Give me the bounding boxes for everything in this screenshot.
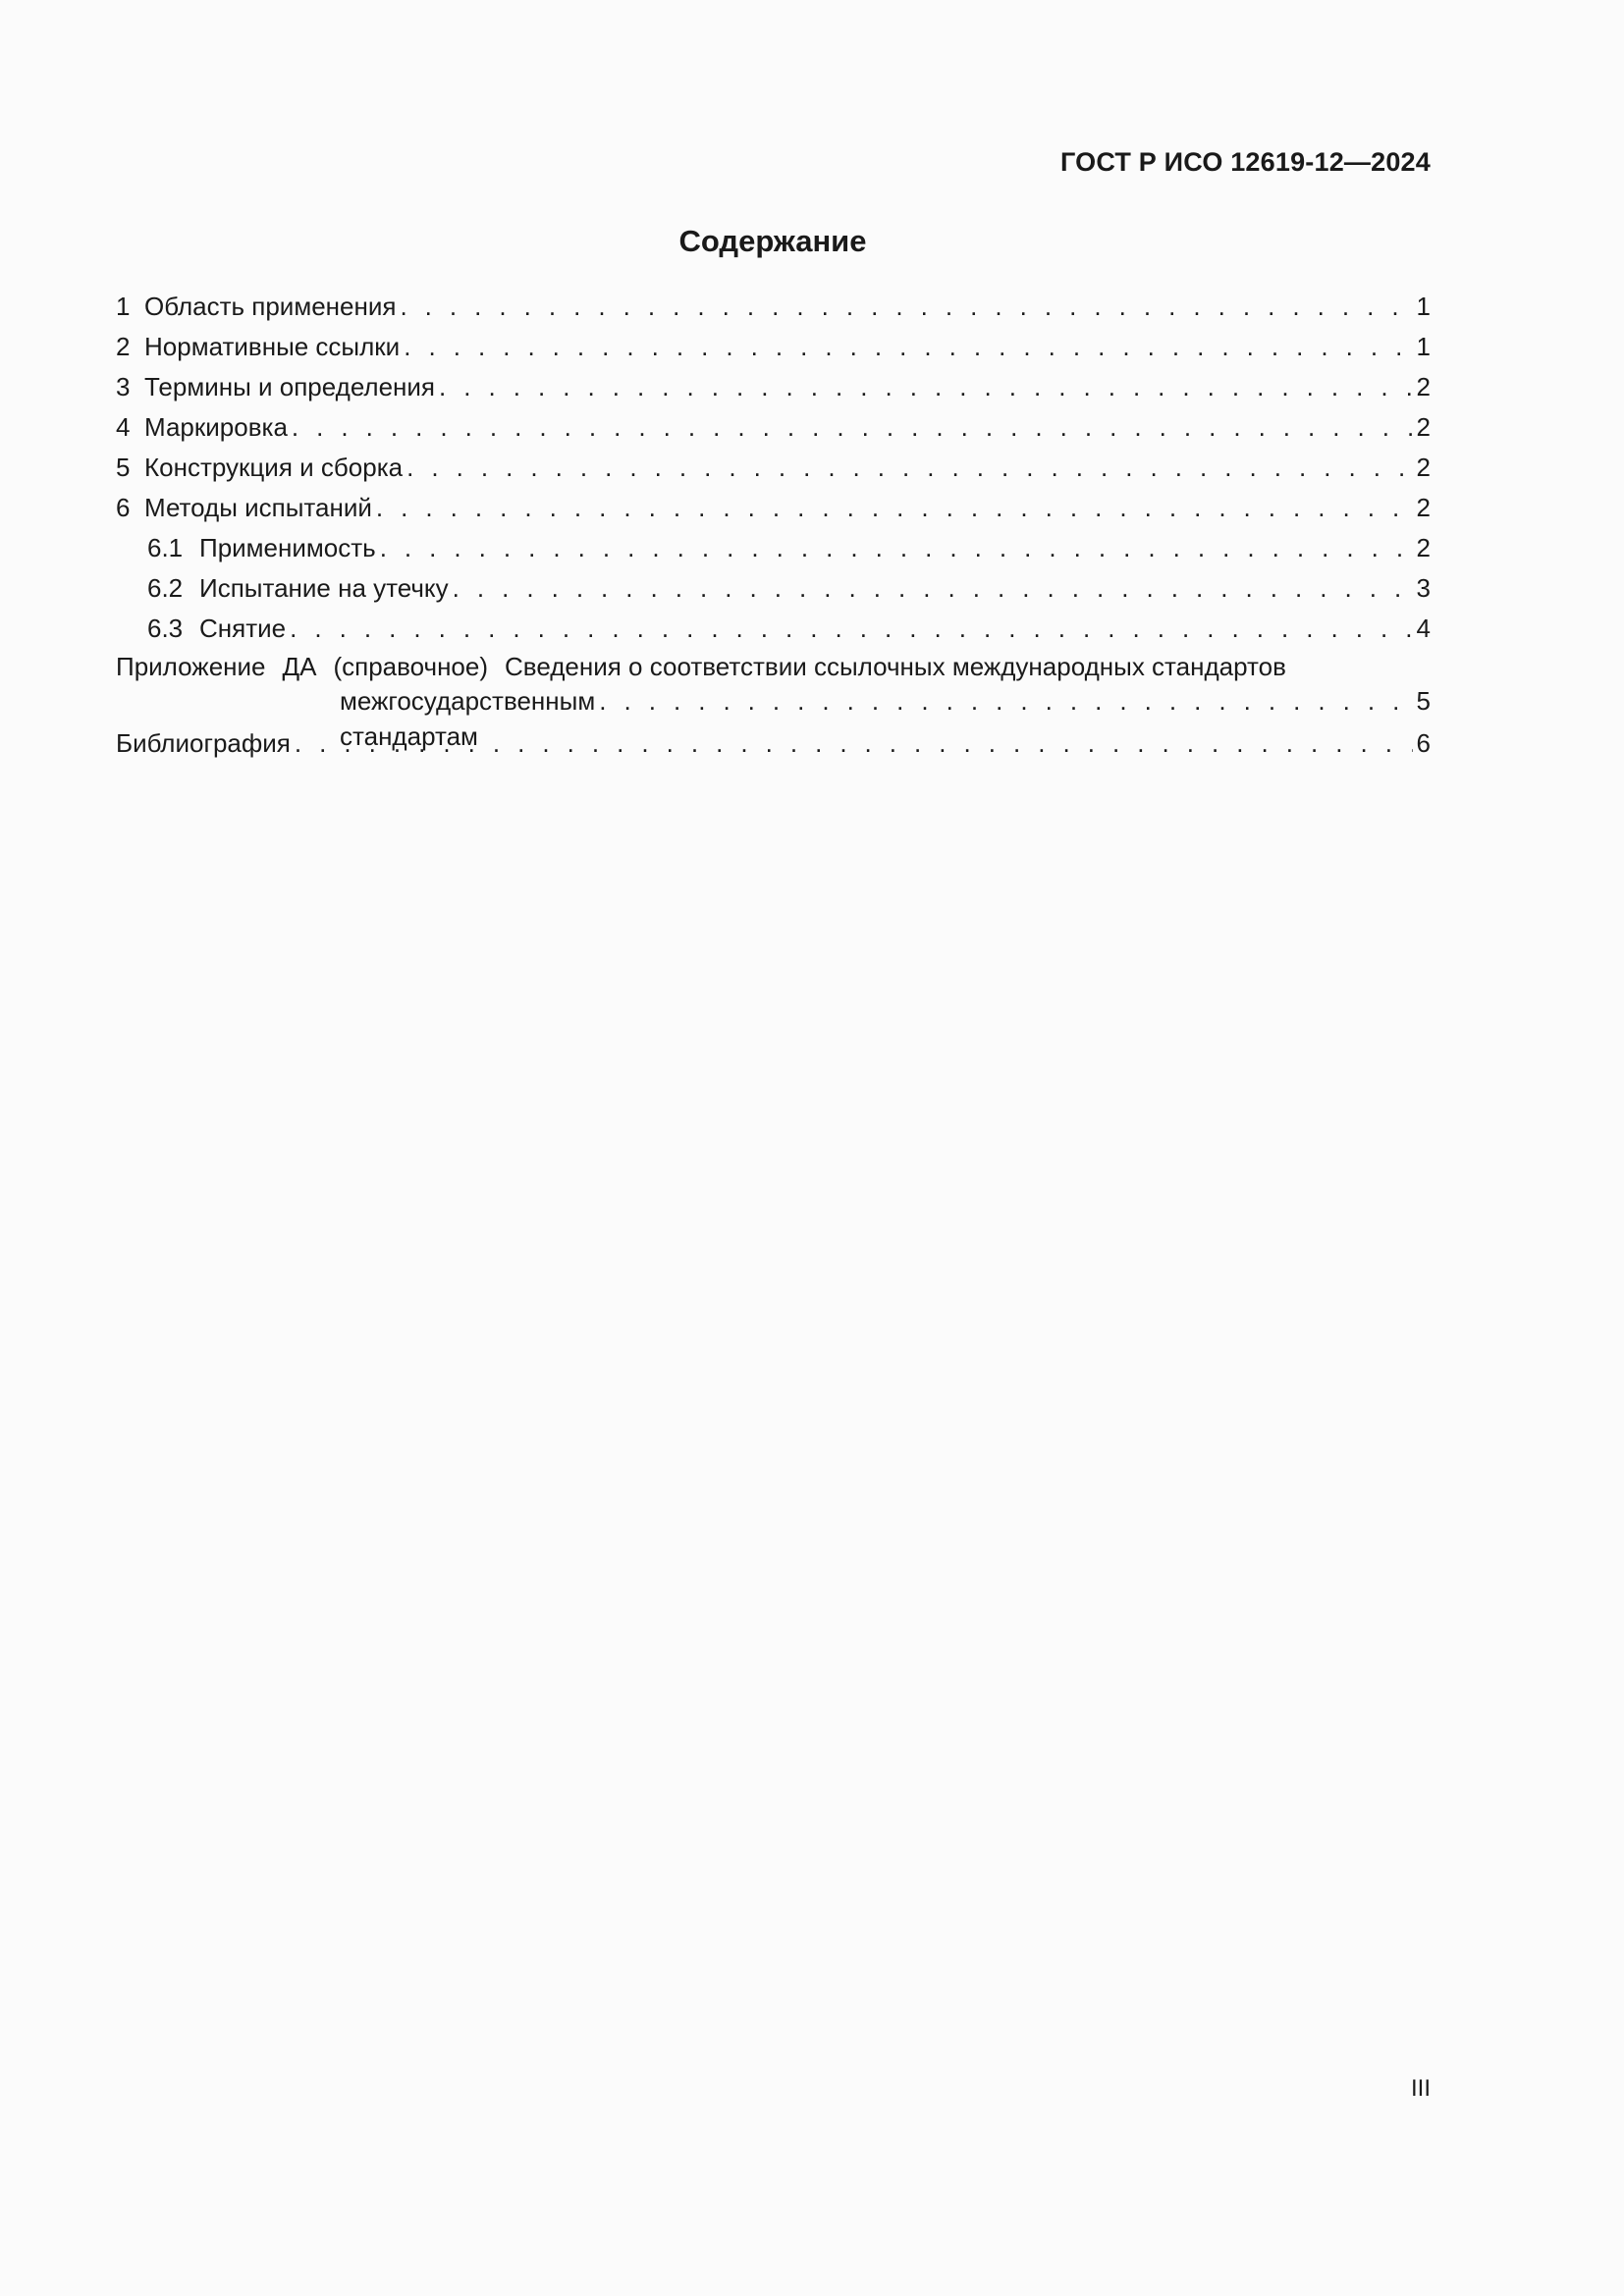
toc-item-page: 3 [1416,573,1431,603]
toc-item-page: 2 [1416,453,1431,482]
toc-bibliography[interactable] [116,723,1431,764]
toc-item-number: 6 [116,493,131,522]
toc-item-6-2[interactable] [116,568,1431,609]
toc-item-label: Конструкция и сборка [144,453,404,482]
toc-item-label: Испытание на утечку [199,573,449,603]
toc-item-1[interactable] [116,287,1431,327]
toc-item-label: Применимость [199,533,376,562]
toc-leader-dots [404,327,1412,367]
toc-item-page: 2 [1416,372,1431,401]
appendix-label: Приложение [116,652,266,681]
toc-item-page: 5 [1416,686,1431,716]
toc-title: Содержание [678,224,867,258]
appendix-title-line1: Сведения о соответствии ссылочных международных стандартов [505,652,1286,681]
toc-item-label: Маркировка [144,412,288,442]
toc-item-page: 2 [1416,533,1431,562]
toc-item-number: 6.1 [147,533,184,562]
toc-item-label: Нормативные ссылки [144,332,401,361]
toc-item-page: 1 [1416,332,1431,361]
toc-leader-dots [453,568,1413,609]
toc-leader-dots [406,448,1412,488]
toc-item-6[interactable] [116,488,1431,528]
toc-item-2[interactable] [116,327,1431,367]
page-number: III [1410,2075,1431,2102]
toc-item-page: 2 [1416,493,1431,522]
appendix-title-line2: межгосударственным стандартам [340,686,596,751]
appendix-type: (справочное) [333,652,489,681]
toc-leader-dots [400,287,1412,327]
appendix-code: ДА [282,652,317,681]
toc-item-6-1[interactable] [116,528,1431,568]
toc-item-label: Снятие [199,614,287,643]
toc-item-page: 2 [1416,412,1431,442]
toc-item-number: 1 [116,292,131,321]
toc-leader-dots [380,528,1413,568]
toc-item-4[interactable] [116,407,1431,448]
toc-leader-dots [599,683,1412,719]
toc-item-number: 4 [116,412,131,442]
toc-item-label: Библиография [116,728,291,758]
toc-item-page: 6 [1416,728,1431,758]
toc-item-label: Методы испытаний [144,493,372,522]
toc-item-number: 2 [116,332,131,361]
document-code: ГОСТ Р ИСО 12619-12—2024 [1060,147,1431,177]
toc-leader-dots [292,407,1413,448]
toc-leader-dots [439,367,1413,407]
toc-leader-dots [376,488,1413,528]
toc-item-label: Термины и определения [144,372,436,401]
toc-item-page: 4 [1416,614,1431,643]
toc-leader-dots [290,609,1412,649]
toc-item-label: Область применения [144,292,397,321]
toc-item-number: 3 [116,372,131,401]
table-of-contents [116,287,1431,764]
toc-item-3[interactable] [116,367,1431,407]
toc-item-page: 1 [1416,292,1431,321]
toc-item-number: 6.2 [147,573,184,603]
toc-item-number: 6.3 [147,614,184,643]
toc-leader-dots [295,723,1413,764]
toc-item-6-3[interactable] [116,609,1431,649]
toc-item-5[interactable] [116,448,1431,488]
toc-item-number: 5 [116,453,131,482]
